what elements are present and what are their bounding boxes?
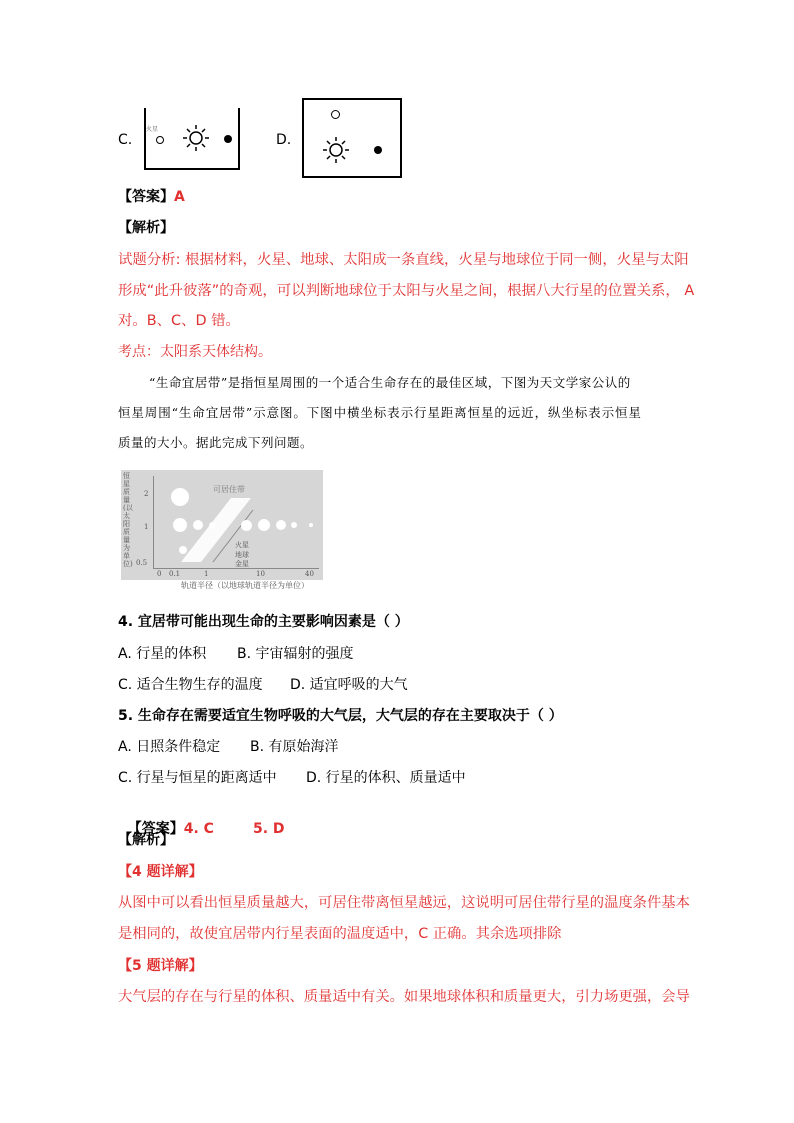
- analysis-1-heading: 【解析】: [118, 220, 174, 236]
- x-tick-1: 1: [204, 570, 209, 578]
- mars-circle: [156, 136, 164, 144]
- x-tick-0-1: 0.1: [169, 570, 181, 578]
- x-tick-10: 10: [256, 570, 265, 578]
- q4-detail-heading: 【4 题详解】: [118, 864, 203, 880]
- y-tick-0-5: 0.5: [136, 559, 148, 567]
- label-mars: 火星: [235, 541, 249, 549]
- star-dot: [309, 523, 313, 527]
- earth-dot: [374, 146, 382, 154]
- q5-option-d: D. 行星的体积、质量适中: [306, 770, 466, 786]
- answer-2: 【答案】4. C 5. D: [127, 821, 285, 837]
- q5-stem: 5. 生命存在需要适宜生物呼吸的大气层，大气层的存在主要取决于（ ）: [118, 708, 563, 724]
- figure-ylabel: 恒星质量(以太阳质量为单位): [123, 472, 133, 568]
- star-dot: [241, 520, 252, 531]
- q5-option-c: C. 行星与恒星的距离适中: [118, 770, 277, 786]
- zone-label: 可居住带: [213, 485, 245, 494]
- option-c-diagram: [144, 108, 240, 170]
- analysis-1-point: 考点：太阳系天体结构。: [118, 344, 272, 360]
- star-dot: [291, 522, 297, 528]
- x-tick-0: 0: [157, 570, 162, 578]
- analysis-2-heading: 【解析】: [118, 832, 174, 848]
- mars-circle: [331, 110, 340, 119]
- material-line2: 恒星周围“生命宜居带”示意图。下图中横坐标表示行星距离恒星的远近，纵坐标表示恒星: [118, 405, 642, 420]
- x-tick-40: 40: [305, 570, 314, 578]
- q4-option-b: B. 宇宙辐射的强度: [237, 646, 354, 662]
- material-line3: 质量的大小。据此完成下列问题。: [118, 435, 314, 450]
- q4-option-d: D. 适宜呼吸的大气: [290, 677, 408, 693]
- y-tick-2: 2: [144, 490, 149, 498]
- q5-option-b: B. 有原始海洋: [250, 739, 339, 755]
- option-c-label: C.: [118, 132, 133, 148]
- option-d-diagram: [302, 98, 402, 178]
- sun-icon: [182, 124, 210, 152]
- q4-option-c: C. 适合生物生存的温度: [118, 677, 263, 693]
- habitable-zone-figure: [121, 470, 323, 590]
- star-dot: [276, 520, 286, 530]
- star-dot: [171, 488, 189, 506]
- q4-option-a: A. 行星的体积: [118, 646, 207, 662]
- star-dot: [179, 546, 187, 554]
- q5-detail-heading: 【5 题详解】: [118, 958, 203, 974]
- analysis-1-line2: 形成“此升彼落”的奇观，可以判断地球位于太阳与火星之间，根据八大行星的位置关系， A: [118, 283, 695, 299]
- earth-dot: [224, 135, 232, 143]
- analysis-1-line3: 对。B、C、D 错。: [118, 313, 240, 329]
- option-d-label: D.: [276, 132, 292, 148]
- option-c-small-text: 火星: [146, 126, 159, 133]
- star-dot: [209, 522, 216, 529]
- q4-stem: 4. 宜居带可能出现生命的主要影响因素是（ ）: [118, 614, 409, 630]
- material-line1: “生命宜居带”是指恒星周围的一个适合生命存在的最佳区域，下图为天文学家公认的: [149, 375, 631, 390]
- q5-option-a: A. 日照条件稳定: [118, 739, 221, 755]
- q4-detail-line2: 是相同的，故使宜居带内行星表面的温度适中，C 正确。其余选项排除: [118, 926, 562, 942]
- sun-icon: [322, 136, 350, 164]
- figure-xlabel: 轨道半径（以地球轨道半径为单位）: [181, 581, 309, 590]
- answer-1: 【答案】A: [118, 189, 185, 205]
- analysis-1-line1: 试题分析: 根据材料，火星、地球、太阳成一条直线，火星与地球位于同一侧，火星与太阳: [118, 252, 689, 268]
- q4-detail-line1: 从图中可以看出恒星质量越大，可居住带离恒星越远，这说明可居住带行星的温度条件基本: [118, 895, 690, 911]
- star-dot: [193, 520, 203, 530]
- star-dot: [258, 519, 270, 531]
- y-tick-1: 1: [144, 523, 149, 531]
- label-venus: 金星: [235, 560, 249, 568]
- q5-detail-line1: 大气层的存在与行星的体积、质量适中有关。如果地球体积和质量更大，引力场更强，会导: [118, 989, 690, 1005]
- label-earth: 地球: [235, 551, 249, 559]
- star-dot: [173, 518, 187, 532]
